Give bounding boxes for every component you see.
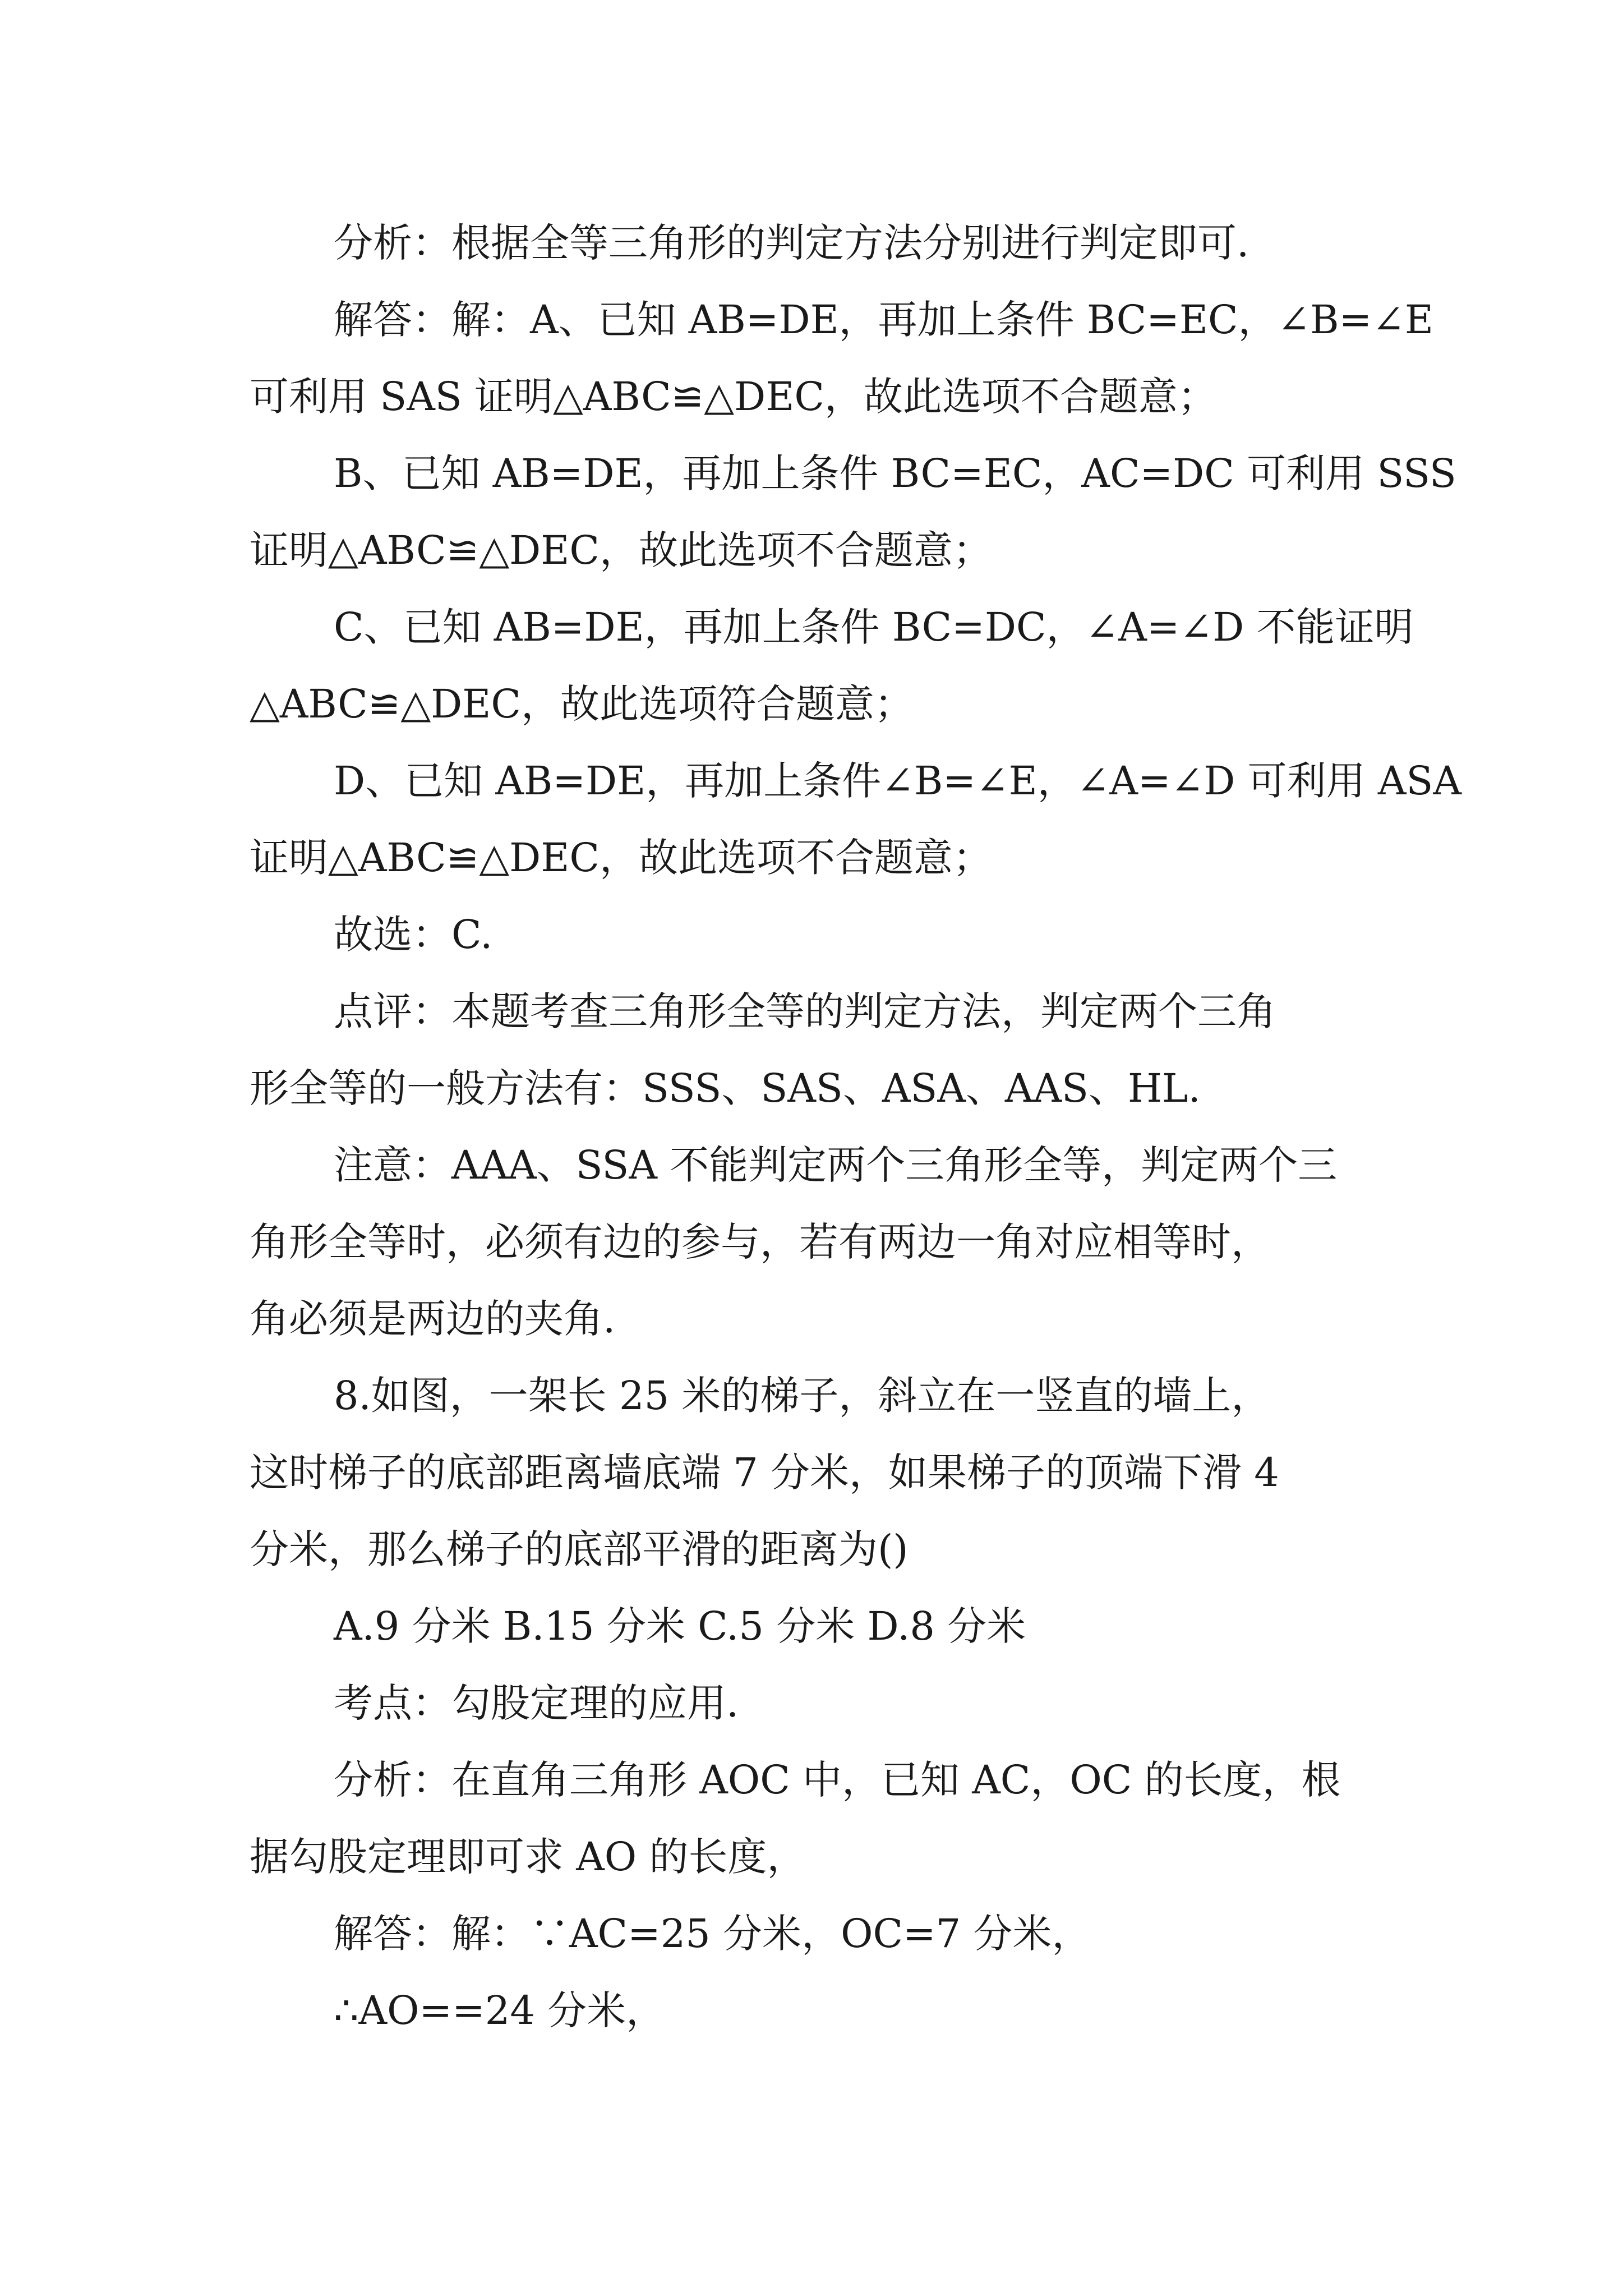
text-line-question-8-1: 8.如图，一架长 25 米的梯子，斜立在一竖直的墙上， [334,1373,1271,1419]
text-line-question-8-3: 分米，那么梯子的底部平滑的距离为() [250,1526,909,1572]
text-line-option-c: C、已知 AB=DE，再加上条件 BC=DC，∠A=∠D 不能证明 [334,604,1414,650]
text-line-comment-2: 形全等的一般方法有：SSS、SAS、ASA、AAS、HL. [250,1065,1201,1111]
text-line-note-1: 注意：AAA、SSA 不能判定两个三角形全等，判定两个三 [334,1142,1338,1188]
text-line-analysis-2-cont: 据勾股定理即可求 AO 的长度， [250,1834,806,1880]
text-line-option-c-cont: △ABC≌△DEC，故此选项符合题意； [250,681,914,727]
text-line-answer-2: 解答：解：∵AC=25 分米，OC=7 分米， [334,1911,1091,1957]
text-line-choices: A.9 分米 B.15 分米 C.5 分米 D.8 分米 [334,1603,1026,1649]
text-line-note-3: 角必须是两边的夹角. [250,1296,616,1342]
text-line-question-8-2: 这时梯子的底部距离墙底端 7 分米，如果梯子的顶端下滑 4 [250,1450,1279,1496]
text-line-analysis-2: 分析：在直角三角形 AOC 中，已知 AC，OC 的长度，根 [334,1757,1341,1803]
text-line-comment-1: 点评：本题考查三角形全等的判定方法，判定两个三角 [334,988,1276,1034]
text-line-note-2: 角形全等时，必须有边的参与，若有两边一角对应相等时， [250,1219,1270,1265]
text-line-option-d-cont: 证明△ABC≌△DEC，故此选项不合题意； [250,835,992,881]
text-line-answer-1: 解答：解：A、已知 AB=DE，再加上条件 BC=EC，∠B=∠E [334,297,1434,343]
text-line-choice: 故选：C. [334,912,493,958]
text-line-option-a-cont: 可利用 SAS 证明△ABC≌△DEC，故此选项不合题意； [250,374,1217,420]
text-line-option-b: B、已知 AB=DE，再加上条件 BC=EC，AC=DC 可利用 SSS [334,450,1456,496]
text-line-result: ∴AO==24 分米， [334,1987,666,2033]
text-line-option-d: D、已知 AB=DE，再加上条件∠B=∠E，∠A=∠D 可利用 ASA [334,758,1461,804]
text-line-analysis-1: 分析：根据全等三角形的判定方法分别进行判定即可. [334,220,1249,266]
text-line-option-b-cont: 证明△ABC≌△DEC，故此选项不合题意； [250,527,992,573]
text-line-key-point: 考点：勾股定理的应用. [334,1680,739,1726]
